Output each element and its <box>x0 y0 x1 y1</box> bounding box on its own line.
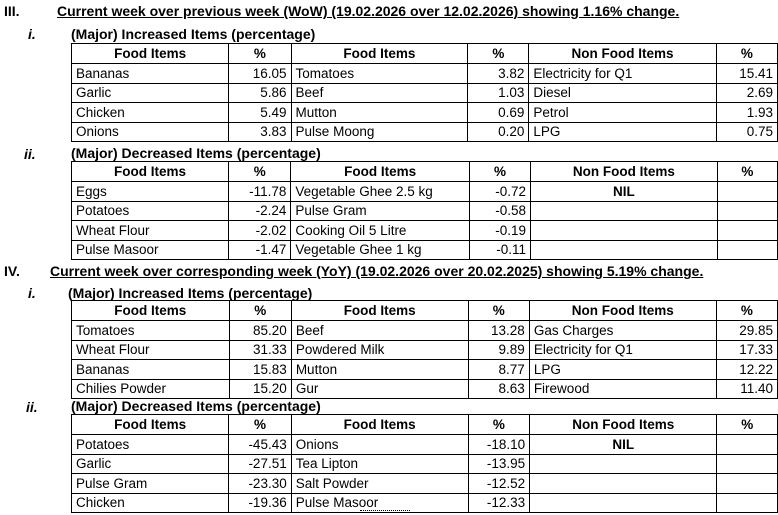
subsection-number: ii. <box>26 399 38 415</box>
column-header: Food Items <box>72 301 230 321</box>
column-header: % <box>717 415 778 435</box>
table-increased-wow <box>71 43 778 142</box>
percent-cell: 0.75 <box>716 122 777 142</box>
percent-cell: 15.20 <box>229 379 291 399</box>
empty-cell <box>530 474 717 494</box>
table-decreased-wow <box>71 161 778 260</box>
subsection-title: (Major) Increased Items (percentage) <box>68 285 313 301</box>
table-row <box>72 360 778 380</box>
percent-cell: -0.19 <box>469 221 530 241</box>
item-name-cell: Wheat Flour <box>72 340 230 360</box>
subsection-title: (Major) Decreased Items (percentage) <box>71 145 321 161</box>
table-header-row <box>72 415 778 435</box>
table-decreased-yoy <box>71 414 778 513</box>
subsection-number: ii. <box>24 146 36 162</box>
percent-cell: -19.36 <box>229 493 291 513</box>
empty-cell <box>717 435 778 455</box>
table-row <box>72 454 778 474</box>
percent-cell: 15.41 <box>716 64 777 84</box>
table-row <box>72 240 778 260</box>
column-header: % <box>468 301 529 321</box>
subsection-number: i. <box>28 26 36 42</box>
subsection-title: (Major) Decreased Items (percentage) <box>71 398 321 414</box>
empty-cell <box>531 221 718 241</box>
percent-cell: 0.69 <box>468 103 529 123</box>
empty-cell <box>717 240 777 260</box>
column-header: Non Food Items <box>530 415 717 435</box>
percent-cell: -0.58 <box>469 201 530 221</box>
percent-cell: -23.30 <box>229 474 291 494</box>
subsection-title: (Major) Increased Items (percentage) <box>71 26 316 42</box>
item-name-cell: Vegetable Ghee 1 kg <box>291 240 470 260</box>
percent-cell: 9.89 <box>468 340 529 360</box>
item-name-cell: Tomatoes <box>291 64 468 84</box>
column-header: Non Food Items <box>531 162 718 182</box>
percent-cell: -0.11 <box>469 240 530 260</box>
column-header: Food Items <box>72 162 229 182</box>
nil-cell: NIL <box>531 182 718 202</box>
item-name-cell: Gas Charges <box>529 321 716 341</box>
item-name-cell: Bananas <box>72 64 229 84</box>
percent-cell: -11.78 <box>229 182 291 202</box>
empty-cell <box>717 474 778 494</box>
table-header-row <box>72 301 778 321</box>
table-row <box>72 493 778 513</box>
subsection-number: i. <box>28 285 36 301</box>
item-name-cell: Onions <box>72 122 229 142</box>
column-header: Food Items <box>291 415 468 435</box>
column-header: Food Items <box>291 44 468 64</box>
nil-cell: NIL <box>530 435 717 455</box>
column-header: Food Items <box>72 44 229 64</box>
percent-cell: 3.83 <box>229 122 291 142</box>
percent-cell: -12.52 <box>468 474 529 494</box>
column-header: % <box>229 415 291 435</box>
item-name-cell: Onions <box>291 435 468 455</box>
column-header: % <box>229 44 291 64</box>
item-name-cell: Gur <box>291 379 468 399</box>
percent-cell: 3.82 <box>468 64 529 84</box>
percent-cell: -2.02 <box>229 221 291 241</box>
percent-cell: 16.05 <box>229 64 291 84</box>
item-name-cell: Eggs <box>72 182 229 202</box>
table-row <box>72 435 778 455</box>
table-row <box>72 221 778 241</box>
empty-cell <box>717 221 777 241</box>
empty-cell <box>531 201 718 221</box>
item-name-cell: Electricity for Q1 <box>529 64 716 84</box>
table-row <box>72 474 778 494</box>
percent-cell: 8.63 <box>468 379 529 399</box>
table-row <box>72 379 778 399</box>
empty-cell <box>530 454 717 474</box>
empty-cell <box>717 454 778 474</box>
column-header: % <box>716 44 777 64</box>
percent-cell: 1.03 <box>468 83 529 103</box>
item-name-cell: Wheat Flour <box>72 221 229 241</box>
item-name-cell: Diesel <box>529 83 716 103</box>
item-name-cell: Garlic <box>72 83 229 103</box>
percent-cell: 2.69 <box>716 83 777 103</box>
percent-cell: 1.93 <box>716 103 777 123</box>
column-header: Non Food Items <box>529 301 716 321</box>
percent-cell: -1.47 <box>229 240 291 260</box>
column-header: % <box>716 301 777 321</box>
percent-cell: 5.86 <box>229 83 291 103</box>
item-name-cell: Salt Powder <box>291 474 468 494</box>
percent-cell: 13.28 <box>468 321 529 341</box>
percent-cell: 11.40 <box>716 379 777 399</box>
percent-cell: -27.51 <box>229 454 291 474</box>
empty-cell <box>531 240 718 260</box>
percent-cell: -2.24 <box>229 201 291 221</box>
item-name-cell: Pulse Gram <box>291 201 470 221</box>
column-header: % <box>468 415 529 435</box>
item-name-cell: Electricity for Q1 <box>529 340 716 360</box>
percent-cell: -0.72 <box>469 182 530 202</box>
item-name-cell: Potatoes <box>72 201 229 221</box>
section-title: Current week over corresponding week (YoY) (19.02.2026 over 20.02.2025) showing 5.19% change. <box>50 263 704 279</box>
item-name-cell: Tea Lipton <box>291 454 468 474</box>
item-name-cell: LPG <box>529 122 716 142</box>
percent-cell: 0.20 <box>468 122 529 142</box>
column-header: Food Items <box>291 162 470 182</box>
item-name-cell: Pulse Masoor <box>72 240 229 260</box>
table-row <box>72 83 778 103</box>
table-row <box>72 122 778 142</box>
table-row <box>72 64 778 84</box>
page-divider <box>360 510 410 511</box>
item-name-cell: Petrol <box>529 103 716 123</box>
empty-cell <box>717 493 778 513</box>
item-name-cell: Pulse Masoor <box>291 493 468 513</box>
column-header: % <box>468 44 529 64</box>
item-name-cell: Powdered Milk <box>291 340 468 360</box>
item-name-cell: Cooking Oil 5 Litre <box>291 221 470 241</box>
column-header: % <box>469 162 530 182</box>
percent-cell: -18.10 <box>468 435 529 455</box>
item-name-cell: LPG <box>529 360 716 380</box>
table-row <box>72 182 778 202</box>
percent-cell: 5.49 <box>229 103 291 123</box>
percent-cell: 31.33 <box>229 340 291 360</box>
table-row <box>72 321 778 341</box>
item-name-cell: Beef <box>291 321 468 341</box>
column-header: Non Food Items <box>529 44 716 64</box>
section-number: III. <box>4 3 20 19</box>
percent-cell: 8.77 <box>468 360 529 380</box>
table-row <box>72 340 778 360</box>
empty-cell <box>530 493 717 513</box>
item-name-cell: Vegetable Ghee 2.5 kg <box>291 182 470 202</box>
item-name-cell: Chilies Powder <box>72 379 230 399</box>
item-name-cell: Mutton <box>291 103 468 123</box>
percent-cell: -12.33 <box>468 493 529 513</box>
percent-cell: -45.43 <box>229 435 291 455</box>
table-increased-yoy <box>71 300 778 399</box>
section-number: IV. <box>4 263 20 279</box>
section-title: Current week over previous week (WoW) (19.02.2026 over 12.02.2026) showing 1.16% change. <box>57 3 680 19</box>
item-name-cell: Bananas <box>72 360 230 380</box>
item-name-cell: Chicken <box>72 493 229 513</box>
percent-cell: -13.95 <box>468 454 529 474</box>
item-name-cell: Chicken <box>72 103 229 123</box>
item-name-cell: Garlic <box>72 454 229 474</box>
item-name-cell: Mutton <box>291 360 468 380</box>
item-name-cell: Pulse Gram <box>72 474 229 494</box>
table-row <box>72 201 778 221</box>
item-name-cell: Pulse Moong <box>291 122 468 142</box>
empty-cell <box>717 182 777 202</box>
percent-cell: 17.33 <box>716 340 777 360</box>
percent-cell: 85.20 <box>229 321 291 341</box>
column-header: Food Items <box>291 301 468 321</box>
item-name-cell: Firewood <box>529 379 716 399</box>
empty-cell <box>717 201 777 221</box>
percent-cell: 29.85 <box>716 321 777 341</box>
item-name-cell: Tomatoes <box>72 321 230 341</box>
column-header: % <box>229 301 291 321</box>
table-header-row <box>72 162 778 182</box>
item-name-cell: Potatoes <box>72 435 229 455</box>
column-header: % <box>717 162 777 182</box>
column-header: Food Items <box>72 415 229 435</box>
table-header-row <box>72 44 778 64</box>
percent-cell: 15.83 <box>229 360 291 380</box>
percent-cell: 12.22 <box>716 360 777 380</box>
column-header: % <box>229 162 291 182</box>
table-row <box>72 103 778 123</box>
item-name-cell: Beef <box>291 83 468 103</box>
